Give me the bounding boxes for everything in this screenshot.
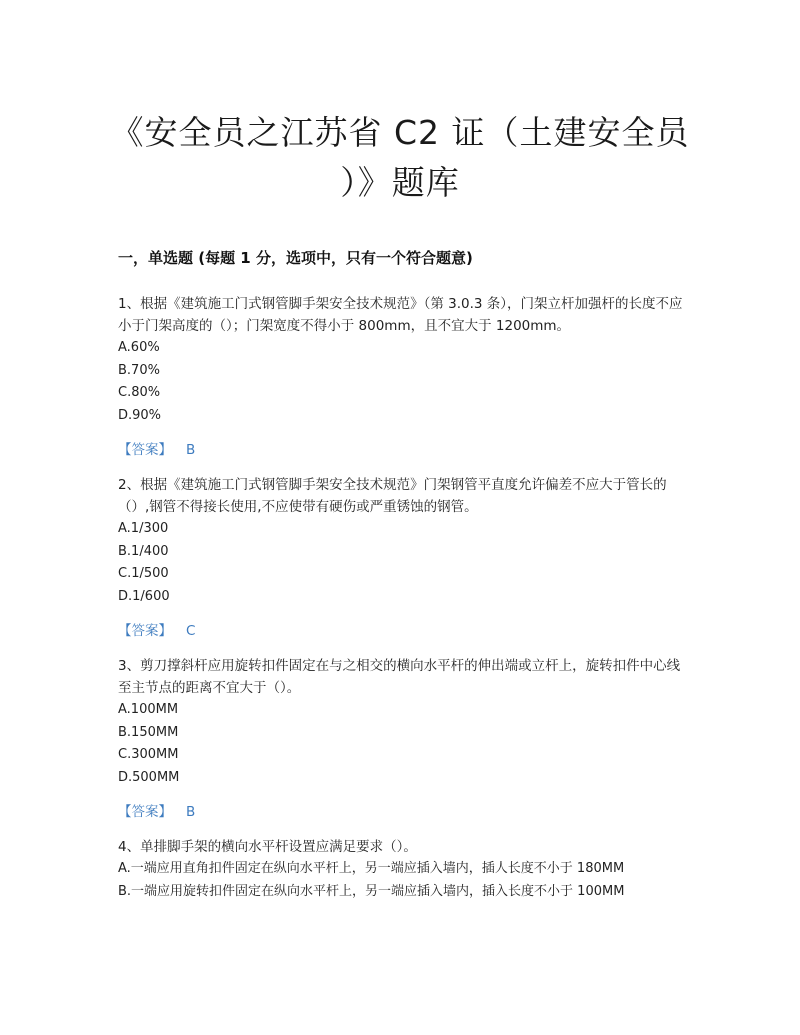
answer-line xyxy=(118,801,684,823)
option-a: A.100MM xyxy=(118,702,179,717)
question-3 xyxy=(118,655,684,823)
answer-label: 【答案】 xyxy=(118,442,172,458)
question-stem: 2、根据《建筑施工门式钢管脚手架安全技术规范》门架钢管平直度允许偏差不应大于管长的（）,钢管不得接长使用,不应使带有硬伤或严重锈蚀的钢管。 xyxy=(118,477,667,515)
option-b: B.一端应用旋转扣件固定在纵向水平杆上，另一端应插入墙内，插入长度不小于 100MM xyxy=(118,883,625,899)
title-line-1: 《安全员之江苏省 C2 证（土建安全员 xyxy=(110,113,690,152)
question-2 xyxy=(118,474,684,642)
answer-line xyxy=(118,620,684,642)
answer-value: B xyxy=(186,804,196,820)
answer-line xyxy=(118,439,684,461)
option-a: A.60% xyxy=(118,340,160,355)
option-c: C.1/500 xyxy=(118,566,169,581)
option-a: A.一端应用直角扣件固定在纵向水平杆上，另一端应插入墙内，插人长度不小于 180MM xyxy=(118,861,625,876)
question-1 xyxy=(118,293,684,461)
option-a: A.1/300 xyxy=(118,521,169,536)
option-b: B.70% xyxy=(118,362,160,378)
question-list xyxy=(118,293,684,916)
option-b: B.1/400 xyxy=(118,543,169,559)
answer-label: 【答案】 xyxy=(118,804,172,820)
answer-label: 【答案】 xyxy=(118,623,172,639)
option-d: D.90% xyxy=(118,407,162,423)
title-line-2: ）》题库 xyxy=(340,163,460,202)
option-c: C.300MM xyxy=(118,747,179,762)
option-b: B.150MM xyxy=(118,724,179,740)
question-stem: 3、剪刀撑斜杆应用旋转扣件固定在与之相交的横向水平杆的伸出端或立杆上，旋转扣件中心线至主节点的距离不宜大于（）。 xyxy=(118,658,681,696)
answer-value: C xyxy=(186,623,196,639)
question-stem: 4、单排脚手架的横向水平杆设置应满足要求（）。 xyxy=(118,839,417,855)
answer-value: B xyxy=(186,442,196,458)
section-heading: 一，单选题 (每题 1 分，选项中，只有一个符合题意) xyxy=(118,249,473,267)
question-4 xyxy=(118,836,684,903)
option-d: D.1/600 xyxy=(118,588,170,604)
document-title xyxy=(100,108,700,208)
question-stem: 1、根据《建筑施工门式钢管脚手架安全技术规范》（第 3.0.3 条），门架立杆加强杆的长度不应小于门架高度的（）；门架宽度不得小于 800mm，且不宜大于 1200mm。 xyxy=(118,296,683,334)
option-c: C.80% xyxy=(118,385,161,400)
option-d: D.500MM xyxy=(118,769,180,785)
